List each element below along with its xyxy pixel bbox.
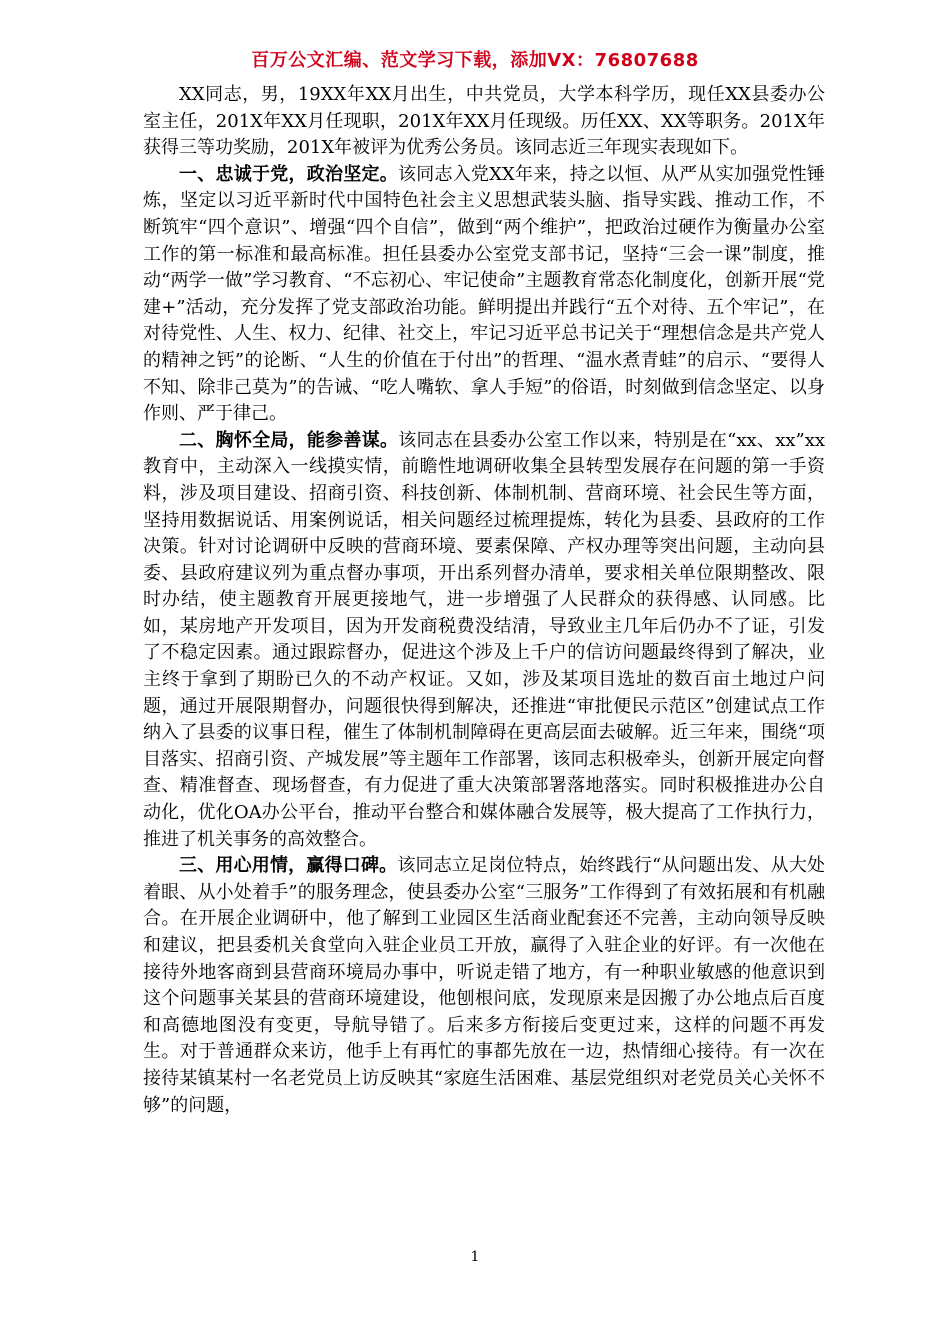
page-number: 1 [470, 1249, 480, 1265]
paragraph-intro [143, 82, 825, 162]
paragraph-section-3 [143, 853, 825, 1119]
section-heading: 二、胸怀全局，能参善谋。 [179, 429, 399, 451]
paragraph-section-2 [143, 428, 825, 854]
header-banner: 百万公文汇编、范文学习下载，添加VX：76807688 [251, 50, 699, 71]
paragraph-text: 该同志入党XX年来，持之以恒、从严从实加强党性锤炼，坚定以习近平新时代中国特色社会主义思想武装头脑、指导实践、推动工作，不断筑牢“四个意识”、增强“四个自信”，做到“两个维护”，把政治过硬作为衡量办公室工作的第一标准和最高标准。担任县委办公室党支部书记，坚持“三会一课”制度，推动“两学一做”学习教育、“不忘初心、牢记使命”主题教育常态化制度化，创新开展“党建+”活动，充分发挥了党支部政治功能。鲜明提出并践行“五个对待、五个牢记”，在对待党性、人生、权力、纪律、社交上，牢记习近平总书记关于“理想信念是共产党人的精神之钙”的论断、“人生的价值在于付出”的哲理、“温水煮青蛙”的启示、“要得人不知、除非己莫为”的告诫、“吃人嘴软、拿人手短”的俗语，时刻做到信念坚定、以身作则、严于律己。 [143, 163, 825, 425]
paragraph-section-1 [143, 162, 825, 428]
document-body [143, 82, 825, 1119]
paragraph-text: XX同志，男，19XX年XX月出生，中共党员，大学本科学历，现任XX县委办公室主任，201X年XX月任现职，201X年XX月任现级。历任XX、XX等职务。201X年获得三等功奖励，201X年被评为优秀公务员。该同志近三年现实表现如下。 [143, 84, 825, 159]
section-heading: 一、忠诚于党，政治坚定。 [179, 163, 398, 185]
paragraph-text: 该同志立足岗位特点，始终践行“从问题出发、从大处着眼、从小处着手”的服务理念，使县委办公室“三服务”工作得到了有效拓展和有机融合。在开展企业调研中，他了解到工业园区生活商业配套还不完善，主动向领导反映和建议，把县委机关食堂向入驻企业员工开放，赢得了入驻企业的好评。有一次他在接待外地客商到县营商环境局办事中，听说走错了地方，有一种职业敏感的他意识到这个问题事关某县的营商环境建设，他刨根问底，发现原来是因搬了办公地点后百度和高德地图没有变更，导航导错了。后来多方衔接后变更过来，这样的问题不再发生。对于普通群众来访，他手上有再忙的事都先放在一边，热情细心接待。有一次在接待某镇某村一名老党员上访反映其“家庭生活困难、基层党组织对老党员关心关怀不够”的问题， [143, 855, 826, 1116]
section-heading: 三、用心用情，赢得口碑。 [179, 855, 398, 877]
paragraph-text: 该同志在县委办公室工作以来，特别是在“xx、xx”xx教育中，主动深入一线摸实情，前瞻性地调研收集全县转型发展存在问题的第一手资料，涉及项目建设、招商引资、科技创新、体制机制、营商环境、社会民生等方面，坚持用数据说话、用案例说话，相关问题经过梳理提炼，转化为县委、县政府的工作决策。针对讨论调研中反映的营商环境、要素保障、产权办理等突出问题，主动向县委、县政府建议列为重点督办事项，开出系列督办清单，要求相关单位限期整改、限时办结，使主题教育开展更接地气，进一步增强了人民群众的获得感、认同感。比如，某房地产开发项目，因为开发商税费没结清，导致业主几年后仍办不了证，引发了不稳定因素。通过跟踪督办，促进这个涉及上千户的信访问题最终得到了解决，业主终于拿到了期盼已久的不动产权证。又如，涉及某项目选址的数百亩土地过户问题，通过开展限期督办，问题很快得到解决，还推进“审批便民示范区”创建试点工作纳入了县委的议事日程，催生了体制机制障碍在更高层面去破解。近三年来，围绕“项目落实、招商引资、产城发展”等主题年工作部署，该同志积极牵头，创新开展定向督查、精准督查、现场督查，有力促进了重大决策部署落地落实。同时积极推进办公自动化，优化OA办公平台，推动平台整合和媒体融合发展等，极大提高了工作执行力，推进了机关事务的高效整合。 [143, 429, 826, 850]
